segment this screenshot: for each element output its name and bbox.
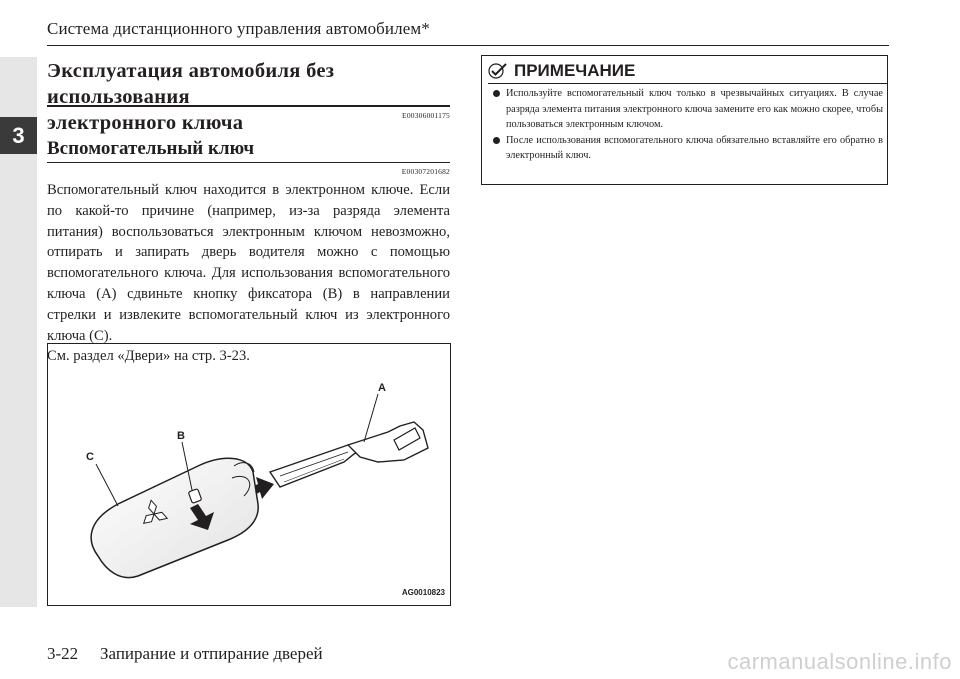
list-item	[490, 133, 883, 164]
bullet-icon	[493, 137, 500, 144]
running-head: Система дистанционного управления автомобилем*	[47, 19, 430, 38]
subsection-title: Вспомогательный ключ	[47, 138, 255, 159]
watermark: carmanualsonline.info	[727, 649, 952, 674]
body-text	[47, 180, 450, 367]
page-reference: См. раздел «Двери» на стр. 3-23.	[47, 348, 250, 365]
bullet-icon	[493, 90, 500, 97]
label-c: C	[86, 451, 94, 463]
label-b: B	[177, 430, 185, 442]
key-drawing	[48, 344, 451, 606]
section-title	[47, 58, 450, 136]
body-paragraph: Вспомогательный ключ находится в электронном ключе. Если по какой-то причине (например, из-за разряда элемента питания) воспользоваться электронным ключом невозможно, отпирать и запирать дверь водителя можно с помощью вспомогательного ключа. Для использования вспомогательного ключа (A) сдвиньте кнопку фиксатора (B) в направлении стрелки и извлеките вспомогательный ключ из электронного ключа (C).	[47, 182, 450, 344]
note-item-text: Используйте вспомогательный ключ только в чрезвычайных ситуациях. В случае разряда элемента питания электронного ключа замените его как можно скорее, чтобы пользоваться электронным ключом.	[506, 88, 883, 130]
note-check-icon	[488, 63, 508, 79]
emergency-key-icon	[270, 422, 428, 487]
section-title-line2: электронного ключа	[47, 112, 244, 134]
section-title-line1: Эксплуатация автомобиля без использования	[47, 60, 335, 108]
figure-id: AG0010823	[401, 588, 445, 597]
label-a: A	[378, 382, 386, 394]
note-title: ПРИМЕЧАНИЕ	[514, 61, 636, 80]
list-item	[490, 86, 883, 133]
electronic-key-fob	[91, 458, 258, 577]
footer-chapter-title: Запирание и отпирание дверей	[100, 644, 323, 663]
subsection-divider	[47, 162, 450, 163]
note-list	[490, 86, 883, 164]
page-number: 3-22	[47, 644, 79, 663]
subsection-code: E00307201682	[401, 167, 450, 176]
header-divider	[47, 45, 889, 46]
note-header	[488, 60, 635, 82]
note-divider	[488, 83, 887, 84]
section-divider	[47, 105, 450, 107]
note-box	[481, 55, 888, 185]
section-code: E00306001175	[402, 111, 450, 120]
chapter-tab: 3	[0, 117, 37, 154]
note-item-text: После использования вспомогательного ключа обязательно вставляйте его обратно в электронный ключ.	[506, 134, 883, 161]
key-illustration	[47, 343, 451, 606]
